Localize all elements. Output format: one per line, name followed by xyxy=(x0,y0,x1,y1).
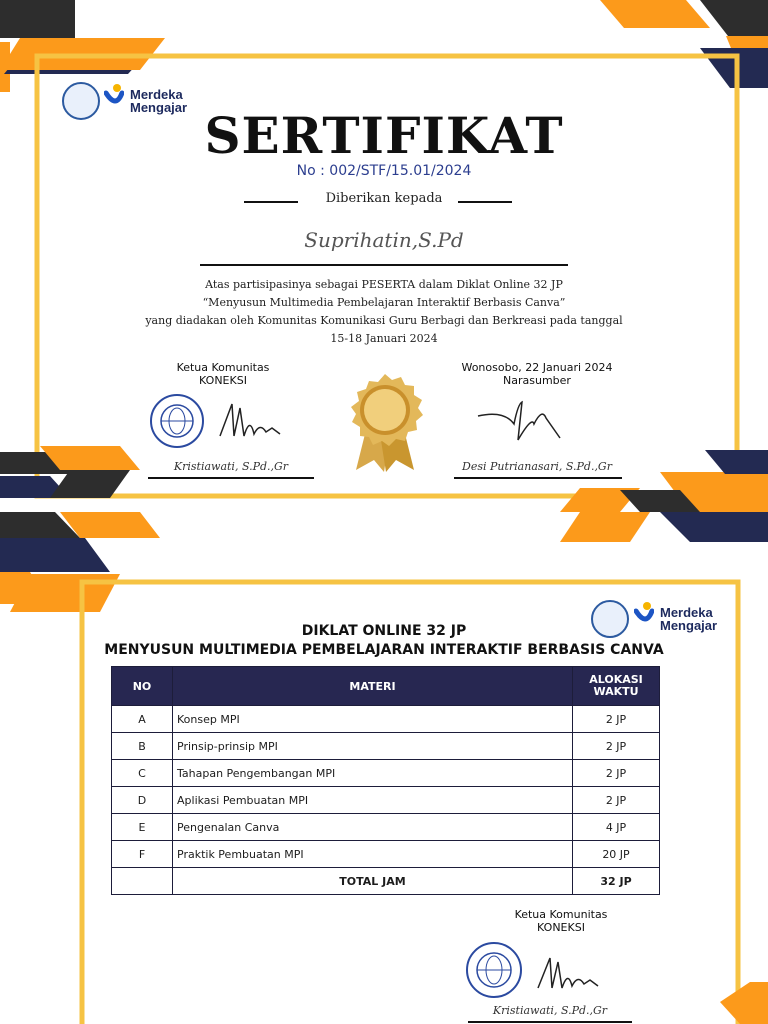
row-no: B xyxy=(112,733,173,760)
row-jp: 2 JP xyxy=(573,760,660,787)
left-sig-role2: KONEKSI xyxy=(199,374,247,387)
row-no: E xyxy=(112,814,173,841)
row-no: D xyxy=(112,787,173,814)
header-alokasi xyxy=(573,667,660,706)
table-row xyxy=(112,706,660,733)
curriculum-page xyxy=(0,512,768,1024)
curriculum-title xyxy=(0,622,768,660)
row-materi: Prinsip-prinsip MPI xyxy=(173,733,573,760)
koneksi-stamp-icon xyxy=(148,392,206,450)
row-materi: Tahapan Pengembangan MPI xyxy=(173,760,573,787)
body-line4: 15-18 Januari 2024 xyxy=(330,332,438,345)
total-value: 32 JP xyxy=(573,868,660,895)
left-signature-role xyxy=(148,361,298,387)
sig-role2: KONEKSI xyxy=(537,921,585,934)
logo-text-line1: Merdeka xyxy=(130,87,183,102)
table-row xyxy=(112,841,660,868)
row-no: F xyxy=(112,841,173,868)
header-alokasi-line2: WAKTU xyxy=(593,685,639,698)
right-signature-name: Desi Putrianasari, S.Pd.,Gr xyxy=(462,460,612,473)
curriculum-title-line2: MENYUSUN MULTIMEDIA PEMBELAJARAN INTERAKTIF BERBASIS CANVA xyxy=(104,642,664,658)
body-line2: “Menyusun Multimedia Pembelajaran Interaktif Berbasis Canva” xyxy=(202,296,566,309)
logo-text-line1: Merdeka xyxy=(660,605,713,620)
curriculum-table xyxy=(111,666,660,895)
table-row xyxy=(112,733,660,760)
koneksi-stamp-icon xyxy=(464,940,524,1000)
header-alokasi-line1: ALOKASI xyxy=(589,673,643,686)
right-signature-role xyxy=(450,361,624,387)
row-jp: 2 JP xyxy=(573,706,660,733)
signature-icon xyxy=(530,952,610,996)
total-empty-cell xyxy=(112,868,173,895)
logo-text-line2: Mengajar xyxy=(130,100,188,115)
row-materi: Aplikasi Pembuatan MPI xyxy=(173,787,573,814)
signature-role xyxy=(486,908,636,934)
curriculum-title-line1: DIKLAT ONLINE 32 JP xyxy=(301,623,467,639)
row-materi: Praktik Pembuatan MPI xyxy=(173,841,573,868)
table-row xyxy=(112,760,660,787)
right-sig-role: Narasumber xyxy=(503,374,571,387)
certificate-body xyxy=(0,276,768,348)
left-signature-icon xyxy=(210,396,290,446)
table-row xyxy=(112,787,660,814)
sig-role1: Ketua Komunitas xyxy=(514,908,608,921)
right-sig-place-date: Wonosobo, 22 Januari 2024 xyxy=(461,361,613,374)
divider-left xyxy=(244,201,298,203)
left-signature-line xyxy=(148,477,314,479)
right-signature-icon xyxy=(474,394,564,448)
left-sig-role1: Ketua Komunitas xyxy=(176,361,270,374)
row-materi: Konsep MPI xyxy=(173,706,573,733)
signature-line xyxy=(468,1021,632,1023)
body-line1: Atas partisipasinya sebagai PESERTA dalam Diklat Online 32 JP xyxy=(205,278,563,291)
row-jp: 2 JP xyxy=(573,787,660,814)
logo-text-line2: Mengajar xyxy=(660,618,718,633)
row-jp: 2 JP xyxy=(573,733,660,760)
row-jp: 4 JP xyxy=(573,814,660,841)
recipient-name: Suprihatin,S.Pd xyxy=(304,228,464,252)
header-no: NO xyxy=(112,667,173,706)
signature-name: Kristiawati, S.Pd.,Gr xyxy=(492,1004,608,1017)
left-signature-name: Kristiawati, S.Pd.,Gr xyxy=(173,460,289,473)
row-materi: Pengenalan Canva xyxy=(173,814,573,841)
body-line3: yang diadakan oleh Komunitas Komunikasi Guru Berbagi dan Berkreasi pada tanggal xyxy=(145,314,623,327)
header-materi: MATERI xyxy=(173,667,573,706)
right-signature-line xyxy=(454,477,622,479)
certificate-number: No : 002/STF/15.01/2024 xyxy=(296,163,472,179)
table-header-row xyxy=(112,667,660,706)
row-no: A xyxy=(112,706,173,733)
row-no: C xyxy=(112,760,173,787)
row-jp: 20 JP xyxy=(573,841,660,868)
given-to-label: Diberikan kepada xyxy=(325,191,443,206)
certificate-title: SERTIFIKAT xyxy=(204,106,564,165)
divider-right xyxy=(458,201,512,203)
total-label: TOTAL JAM xyxy=(173,868,573,895)
table-total-row xyxy=(112,868,660,895)
table-row xyxy=(112,814,660,841)
gold-medal-icon xyxy=(344,372,426,474)
recipient-underline xyxy=(200,264,568,266)
